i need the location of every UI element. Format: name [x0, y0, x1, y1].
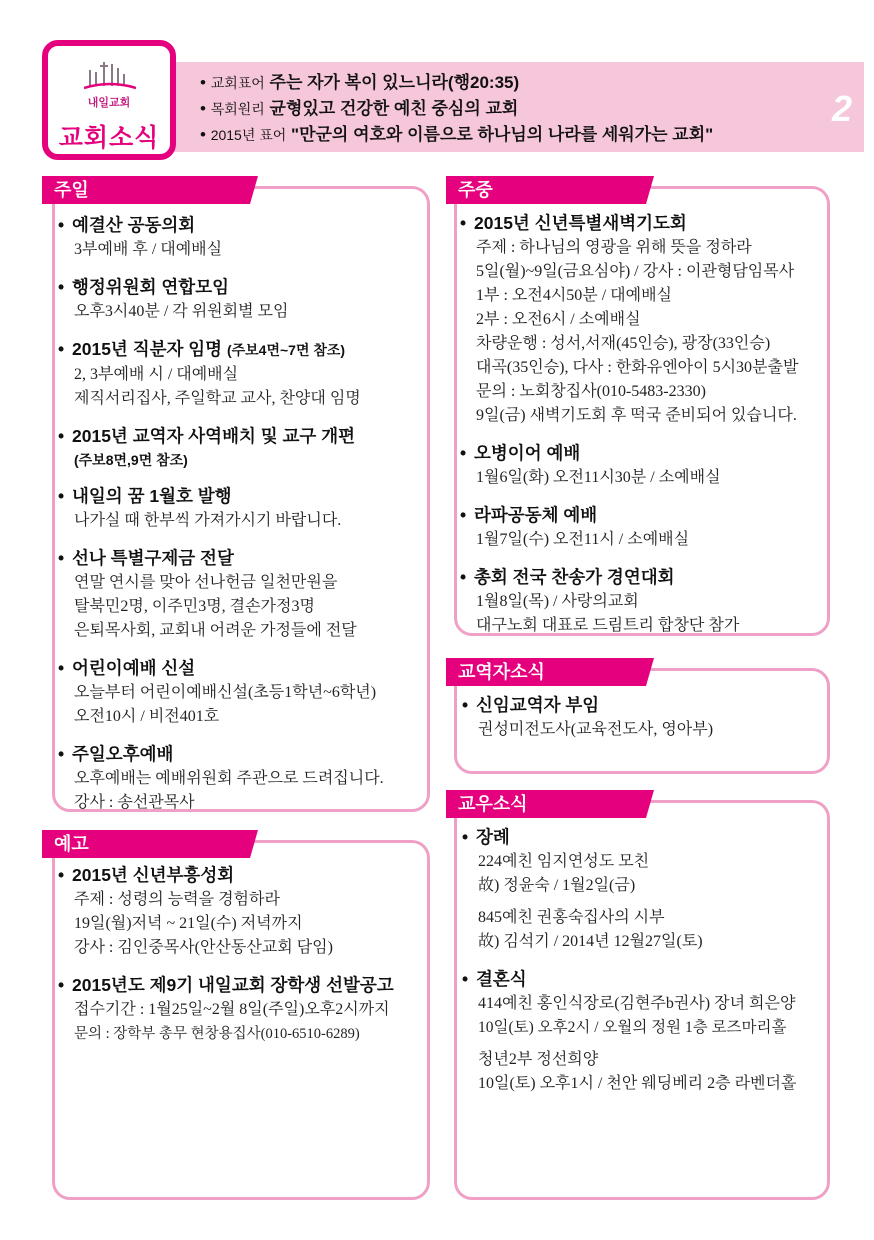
weekday-tab: 주중: [446, 176, 646, 204]
logo-box: [42, 40, 176, 160]
list-item: [460, 440, 798, 490]
motto-text: 주는 자가 복이 있느니라(행20:35): [269, 73, 520, 92]
list-item: [58, 862, 394, 960]
list-item: [460, 564, 798, 638]
page-title: 교회소식: [58, 124, 160, 152]
item-line: 845예친 권홍숙집사의 시부: [478, 909, 665, 926]
item-line: 차량운행 : 성서,서재(45인승), 광장(33인승): [476, 335, 771, 352]
item-line: 1월7일(수) 오전11시 / 소예배실: [476, 531, 690, 548]
list-item: [58, 212, 384, 262]
list-item: [460, 502, 798, 552]
list-item: [58, 274, 384, 324]
item-line: 5일(월)~9일(금요심야) / 강사 : 이관형담임목사: [476, 263, 795, 280]
item-line: 故) 김석기 / 2014년 12월27일(토): [478, 933, 703, 950]
item-line: 대구노회 대표로 드림트리 합창단 참가: [476, 617, 740, 634]
item-title: • 예결산 공동의회: [58, 215, 196, 235]
sunday-tab: 주일: [42, 176, 250, 204]
list-item: [58, 655, 384, 729]
item-line: 414예친 홍인식장로(김현주b권사) 장녀 희은양: [478, 995, 796, 1012]
motto-text: "만군의 여호와 이름으로 하나님의 나라를 세워가는 교회": [291, 125, 714, 144]
spacer: [462, 1040, 796, 1048]
item-line: 탈북민2명, 이주민3명, 결손가정3명: [74, 598, 315, 615]
item-line: 오후예배는 예배위원회 주관으로 드려집니다.: [74, 770, 384, 787]
item-line: 9일(금) 새벽기도회 후 떡국 준비되어 있습니다.: [476, 407, 797, 424]
list-item: [58, 483, 384, 533]
ministers-tab: 교역자소식: [446, 658, 646, 686]
item-title: • 2015년 직분자 임명 (주보4면~7면 참조): [58, 339, 346, 359]
item-line: 3부예배 후 / 대예배실: [74, 241, 223, 258]
item-line: 문의 : 장학부 총무 현창용집사(010-6510-6289): [74, 1026, 360, 1042]
item-title: • 결혼식: [462, 969, 527, 989]
item-note: (주보8면,9면 참조): [74, 452, 188, 468]
item-title: • 어린이예배 신설: [58, 658, 196, 678]
item-title: • 라파공동체 예배: [460, 505, 598, 525]
item-line: 2부 : 오전6시 / 소예배실: [476, 311, 641, 328]
page-number: 2: [831, 88, 852, 129]
item-title: • 신임교역자 부임: [462, 695, 600, 715]
item-title: • 행정위원회 연합모임: [58, 277, 230, 297]
item-line: 문의 : 노회창집사(010-5483-2330): [476, 383, 706, 400]
sunday-items: [58, 212, 384, 827]
item-line: 10일(토) 오후2시 / 오월의 정원 1층 로즈마리홀: [478, 1019, 787, 1036]
item-title: • 총회 전국 찬송가 경연대회: [460, 567, 675, 587]
motto-line: • 2015년 표어 "만군의 여호와 이름으로 하나님의 나라를 세워가는 교회": [200, 125, 714, 144]
motto-line: • 교회표어 주는 자가 복이 있느니라(행20:35): [200, 73, 520, 92]
item-title: • 2015년 교역자 사역배치 및 교구 개편: [58, 426, 356, 446]
church-logo-icon: [84, 58, 136, 90]
list-item: [58, 545, 384, 643]
motto-text: 균형있고 건강한 예친 중심의 교회: [269, 99, 519, 118]
item-line: 故) 정윤숙 / 1월2일(금): [478, 877, 636, 894]
item-line: 접수기간 : 1월25일~2월 8일(주일)오후2시까지: [74, 1001, 390, 1018]
item-title: • 내일의 꿈 1월호 발행: [58, 486, 232, 506]
item-title: • 주일오후예배: [58, 744, 174, 764]
item-line: 1월6일(화) 오전11시30분 / 소예배실: [476, 469, 721, 486]
weekday-items: [460, 210, 798, 650]
item-title: • 2015년 신년부흥성회: [58, 865, 235, 885]
motto-label: 교회표어: [210, 75, 265, 91]
notice-items: [58, 862, 394, 1058]
list-item: [462, 966, 796, 1096]
item-line: 주제 : 성령의 능력을 경험하라: [74, 891, 280, 908]
item-line: 강사 : 송선관목사: [74, 794, 195, 811]
item-line: 청년2부 정선희양: [478, 1051, 599, 1068]
spacer: [462, 898, 796, 906]
members-tab: 교우소식: [446, 790, 646, 818]
motto-label: 2015년 표어: [210, 127, 287, 143]
item-line: 1부 : 오전4시50분 / 대예배실: [476, 287, 672, 304]
item-line: 연말 연시를 맞아 선나헌금 일천만원을: [74, 574, 338, 591]
item-line: 권성미전도사(교육전도사, 영아부): [478, 721, 714, 738]
members-items: [462, 824, 796, 1108]
item-line: 224예친 임지연성도 모친: [478, 853, 650, 870]
item-line: 강사 : 김인중목사(안산동산교회 담임): [74, 939, 333, 956]
list-item: [462, 824, 796, 954]
list-item: [58, 336, 384, 411]
motto-line: • 목회원리 균형있고 건강한 예친 중심의 교회: [200, 99, 519, 118]
list-item: [58, 972, 394, 1046]
item-title: • 2015년 신년특별새벽기도회: [460, 213, 687, 233]
item-line: 1월8일(목) / 사랑의교회: [476, 593, 639, 610]
item-title: • 장례: [462, 827, 510, 847]
list-item: [460, 210, 798, 428]
item-line: 19일(월)저녁 ~ 21일(수) 저녁까지: [74, 915, 303, 932]
mottos: [200, 70, 713, 148]
item-line: 10일(토) 오후1시 / 천안 웨딩베리 2층 라벤더홀: [478, 1075, 797, 1092]
logo-name: 내일교회: [87, 97, 131, 109]
item-line: 2, 3부예배 시 / 대예배실: [74, 366, 239, 383]
item-line: 나가실 때 한부씩 가져가시기 바랍니다.: [74, 512, 342, 529]
notice-tab: 예고: [42, 830, 250, 858]
list-item: [58, 423, 384, 471]
item-line: 오늘부터 어린이예배신설(초등1학년~6학년): [74, 684, 377, 701]
ministers-items: [462, 692, 713, 754]
item-line: 오후3시40분 / 각 위원회별 모임: [74, 303, 289, 320]
item-title: • 2015년도 제9기 내일교회 장학생 선발공고: [58, 975, 394, 995]
list-item: [58, 741, 384, 815]
item-line: 제직서리집사, 주일학교 교사, 찬양대 임명: [74, 390, 361, 407]
item-line: 오전10시 / 비전401호: [74, 708, 220, 725]
item-title: • 오병이어 예배: [460, 443, 581, 463]
list-item: [462, 692, 713, 742]
item-line: 대곡(35인승), 다사 : 한화유엔아이 5시30분출발: [476, 359, 799, 376]
item-line: 은퇴목사회, 교회내 어려운 가정들에 전달: [74, 622, 357, 639]
item-line: 주제 : 하나님의 영광을 위해 뜻을 정하라: [476, 239, 752, 256]
motto-label: 목회원리: [210, 101, 265, 117]
item-title: • 선나 특별구제금 전달: [58, 548, 234, 568]
